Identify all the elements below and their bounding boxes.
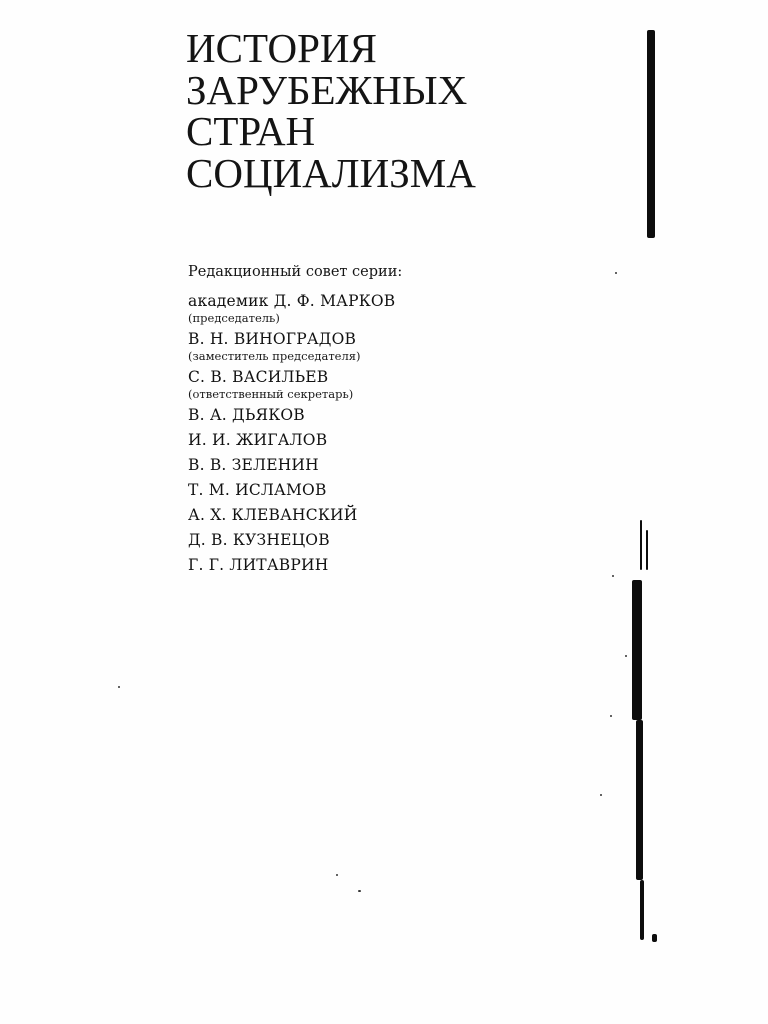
member-name: В. А. ДЬЯКОВ	[188, 406, 305, 424]
scan-speck	[615, 272, 617, 274]
scan-artifact-dot	[652, 934, 657, 942]
editorial-board-heading: Редакционный совет серии:	[188, 264, 403, 280]
title-line-4: СОЦИАЛИЗМА	[186, 149, 476, 196]
member-name: Д. В. КУЗНЕЦОВ	[188, 531, 330, 549]
title-line-1: ИСТОРИЯ	[186, 25, 377, 71]
board-member	[188, 455, 588, 476]
board-member	[188, 555, 588, 576]
board-member	[188, 480, 588, 501]
scan-speck	[610, 715, 612, 717]
member-name: А. Х. КЛЕВАНСКИЙ	[188, 506, 358, 524]
series-title	[186, 25, 606, 196]
scan-speck	[625, 655, 627, 657]
scan-artifact-bottom	[636, 720, 643, 880]
scan-artifact-bottom	[640, 880, 644, 940]
scan-artifact-thin	[646, 530, 648, 570]
board-member	[188, 367, 588, 401]
scan-speck	[118, 686, 120, 688]
title-line-3: СТРАН	[186, 108, 316, 154]
member-name: академик Д. Ф. МАРКОВ	[188, 292, 396, 310]
member-role: (председатель)	[188, 311, 280, 325]
member-role: (ответственный секретарь)	[188, 387, 354, 401]
board-member	[188, 329, 588, 363]
board-member	[188, 430, 588, 451]
scan-speck	[358, 890, 361, 892]
scan-speck	[612, 575, 614, 577]
board-member	[188, 530, 588, 551]
board-member	[188, 405, 588, 426]
title-line-2: ЗАРУБЕЖНЫХ	[186, 66, 468, 113]
member-role: (заместитель председателя)	[188, 349, 361, 363]
member-name: В. В. ЗЕЛЕНИН	[188, 456, 319, 474]
scan-speck	[600, 794, 602, 796]
member-name: Г. Г. ЛИТАВРИН	[188, 556, 329, 574]
board-member	[188, 505, 588, 526]
scan-speck	[336, 874, 338, 876]
member-name: В. Н. ВИНОГРАДОВ	[188, 330, 357, 348]
scan-artifact-bottom	[632, 580, 642, 720]
scan-artifact-top	[647, 30, 655, 238]
member-name: И. И. ЖИГАЛОВ	[188, 431, 328, 449]
member-name: С. В. ВАСИЛЬЕВ	[188, 368, 329, 386]
editorial-board	[188, 262, 588, 580]
member-name: Т. М. ИСЛАМОВ	[188, 481, 327, 499]
board-member	[188, 291, 588, 325]
scan-artifact-thin	[640, 520, 642, 570]
